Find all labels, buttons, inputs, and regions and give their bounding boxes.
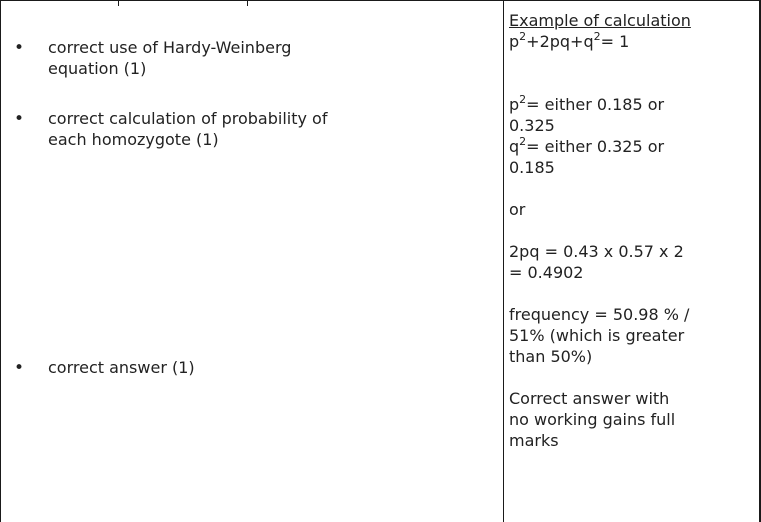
bullet-icon: • — [14, 38, 25, 58]
superscript: 2 — [519, 135, 527, 148]
note-line: no working gains full — [509, 410, 676, 429]
frequency-line: than 50%) — [509, 347, 593, 366]
equation-term: = 1 — [600, 32, 630, 51]
or-text: or — [509, 200, 526, 219]
text-line: correct use of Hardy-Weinberg — [48, 38, 292, 57]
q-squared-line — [509, 136, 755, 157]
column-divider — [503, 0, 504, 522]
note-line: Correct answer with — [509, 389, 670, 408]
text-line: equation (1) — [48, 59, 147, 78]
note-line: marks — [509, 431, 559, 450]
marking-point-text — [48, 357, 478, 378]
table-left-border — [0, 0, 1, 522]
equation-term: +2pq+ — [526, 32, 584, 51]
calculation-column — [509, 10, 755, 451]
text-line: correct calculation of probability of — [48, 109, 328, 128]
text-line: correct answer (1) — [48, 358, 195, 377]
equation-term: = either 0.325 or — [526, 137, 665, 156]
bullet-icon: • — [14, 358, 25, 378]
cell-divider-stub — [247, 0, 248, 6]
calculation-heading: Example of calculation — [509, 11, 691, 30]
superscript: 2 — [519, 30, 527, 43]
equation-term: p — [509, 32, 520, 51]
table-top-border — [0, 0, 761, 1]
two-pq-line: 2pq = 0.43 x 0.57 x 2 — [509, 242, 684, 261]
p-squared-line — [509, 94, 755, 115]
marking-point-text — [48, 37, 478, 79]
hardy-weinberg-equation — [509, 31, 755, 52]
p-squared-value: 0.325 — [509, 116, 555, 135]
superscript: 2 — [519, 93, 527, 106]
text-line: each homozygote (1) — [48, 130, 219, 149]
equation-term: q — [583, 32, 594, 51]
equation-term: p — [509, 95, 520, 114]
two-pq-result: = 0.4902 — [509, 263, 584, 282]
frequency-line: frequency = 50.98 % / — [509, 305, 690, 324]
q-squared-value: 0.185 — [509, 158, 555, 177]
equation-term: = either 0.185 or — [526, 95, 665, 114]
cell-divider-stub — [118, 0, 119, 6]
superscript: 2 — [593, 30, 601, 43]
frequency-line: 51% (which is greater — [509, 326, 685, 345]
marking-point-text — [48, 108, 478, 150]
bullet-icon: • — [14, 109, 25, 129]
equation-term: q — [509, 137, 520, 156]
